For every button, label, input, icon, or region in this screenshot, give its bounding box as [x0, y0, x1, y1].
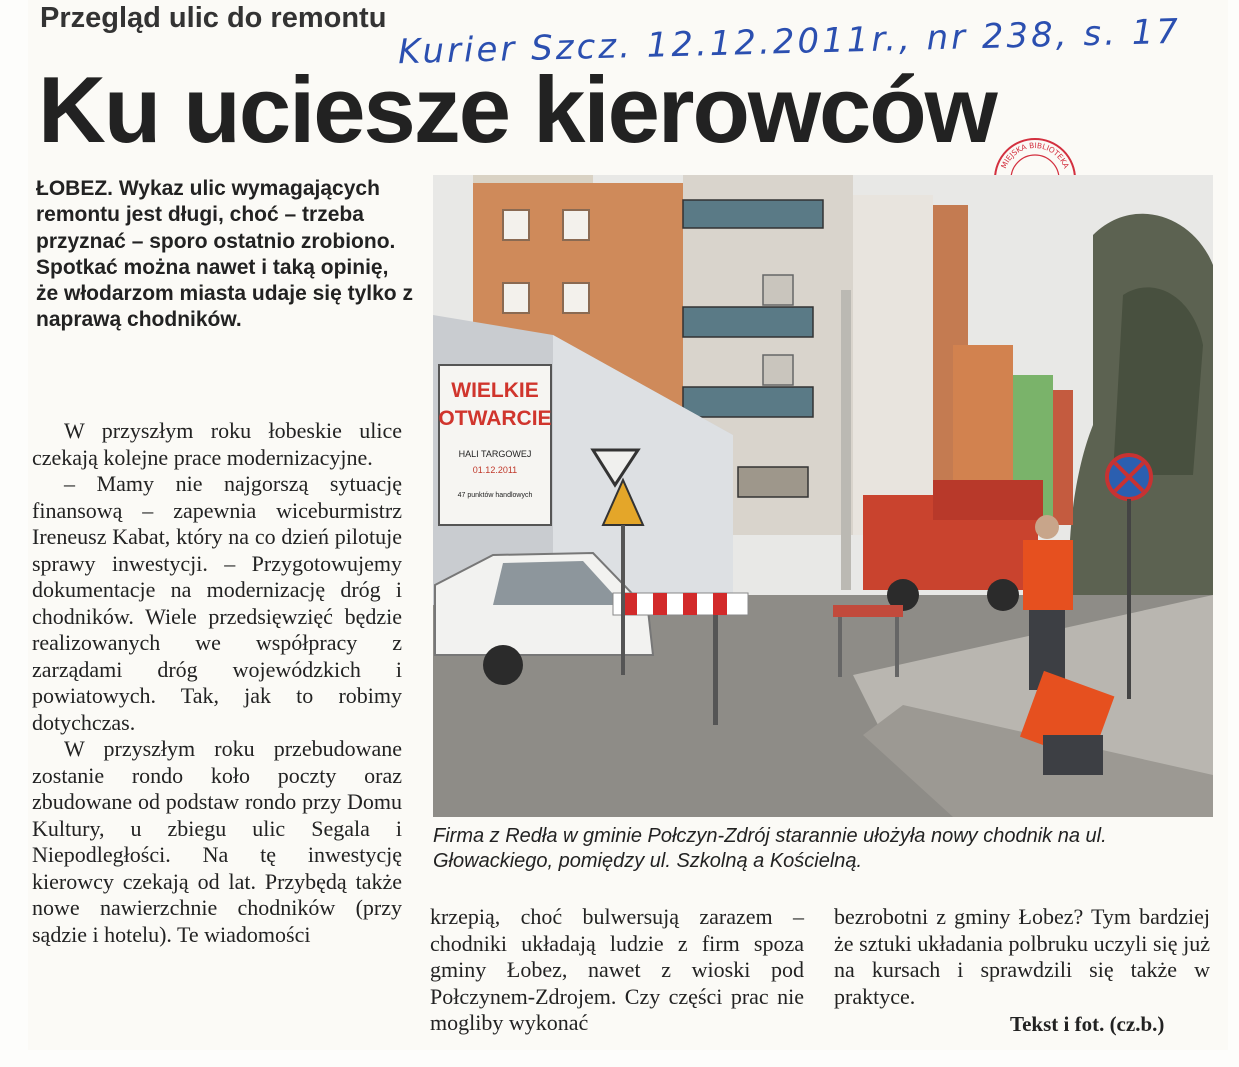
article-column-3 [834, 904, 1210, 1010]
sign-line-3: HALI TARGOWEJ [458, 449, 532, 459]
street-photo [433, 175, 1213, 817]
article-headline: Ku uciesze kierowców [38, 57, 996, 162]
sign-line-5: 47 punktów handlowych [457, 492, 533, 499]
article-paragraph: krzepią, choć bulwersują zarazem – chodniki układają ludzie z firm spoza gminy Łobez, nawet z wioski pod Połczynem-Zdrojem. Czy części prac nie mogliby wykonać [430, 904, 804, 1035]
article-paragraph: bezrobotni z gminy Łobez? Tym bardziej że sztuki układania polbruku uczyli się już na kursach i sprawdzili się także w praktyce. [834, 904, 1210, 1009]
article-lead: ŁOBEZ. Wykaz ulic wymagających remontu jest długi, choć – trzeba przyznać – sporo ostatnio zrobiono. Spotkać można nawet i taką opinię, że włodarzom miasta udaje się tylko z naprawą chodników. [36, 177, 413, 332]
handwritten-source-note: Kurier Szcz. 12.12.2011r., nr 238, s. 17 [397, 11, 1182, 73]
article-paragraph: W przyszłym roku łobeskie ulice czekają kolejne prace modernizacyjne. [32, 418, 402, 470]
article-credit: Tekst i fot. (cz.b.) [1010, 1012, 1165, 1036]
svg-text:MIEJSKA BIBLIOTEKA [999, 141, 1071, 171]
stamp-text-top: MIEJSKA BIBLIOTEKA [999, 140, 1071, 170]
article-paragraph: – Mamy nie najgorszą sytuację finansową – zapewnia wiceburmistrz Ireneusz Kabat, który na co dzień pilotuje sprawy inwestycji. – Przygotowujemy dokumentacje na modernizację dróg i chodników. Wiele przedsięwzięć będzie realizowanych we współpracy z zarządami dróg wojewódzkich i powiatowych. Tak, jak to robimy dotychczas. [32, 471, 402, 735]
sign-line-2: OTWARCIE [438, 407, 552, 430]
article-column-1 [32, 418, 402, 948]
sign-line-4: 01.12.2011 [472, 465, 518, 475]
photo-caption: Firma z Redła w gminie Połczyn-Zdrój starannie ułożyła nowy chodnik na ul. Głowackiego, pomiędzy ul. Szkolną a Kościelną. [433, 825, 1107, 872]
article-column-2 [430, 904, 804, 1037]
article-paragraph: W przyszłym roku przebudowane zostanie rondo koło poczty oraz zbudowane od podstaw rondo przy Domu Kultury, u zbiegu ulic Segala i Niepodległości. Na tę inwestycję kierowcy czekają od lat. Przybędą także nowe nawierzchnie chodników (przy sądzie i hotelu). Te wiadomości [32, 736, 402, 947]
sign-line-1: WIELKIE [451, 379, 539, 402]
article-kicker: Przegląd ulic do remontu [40, 2, 387, 34]
